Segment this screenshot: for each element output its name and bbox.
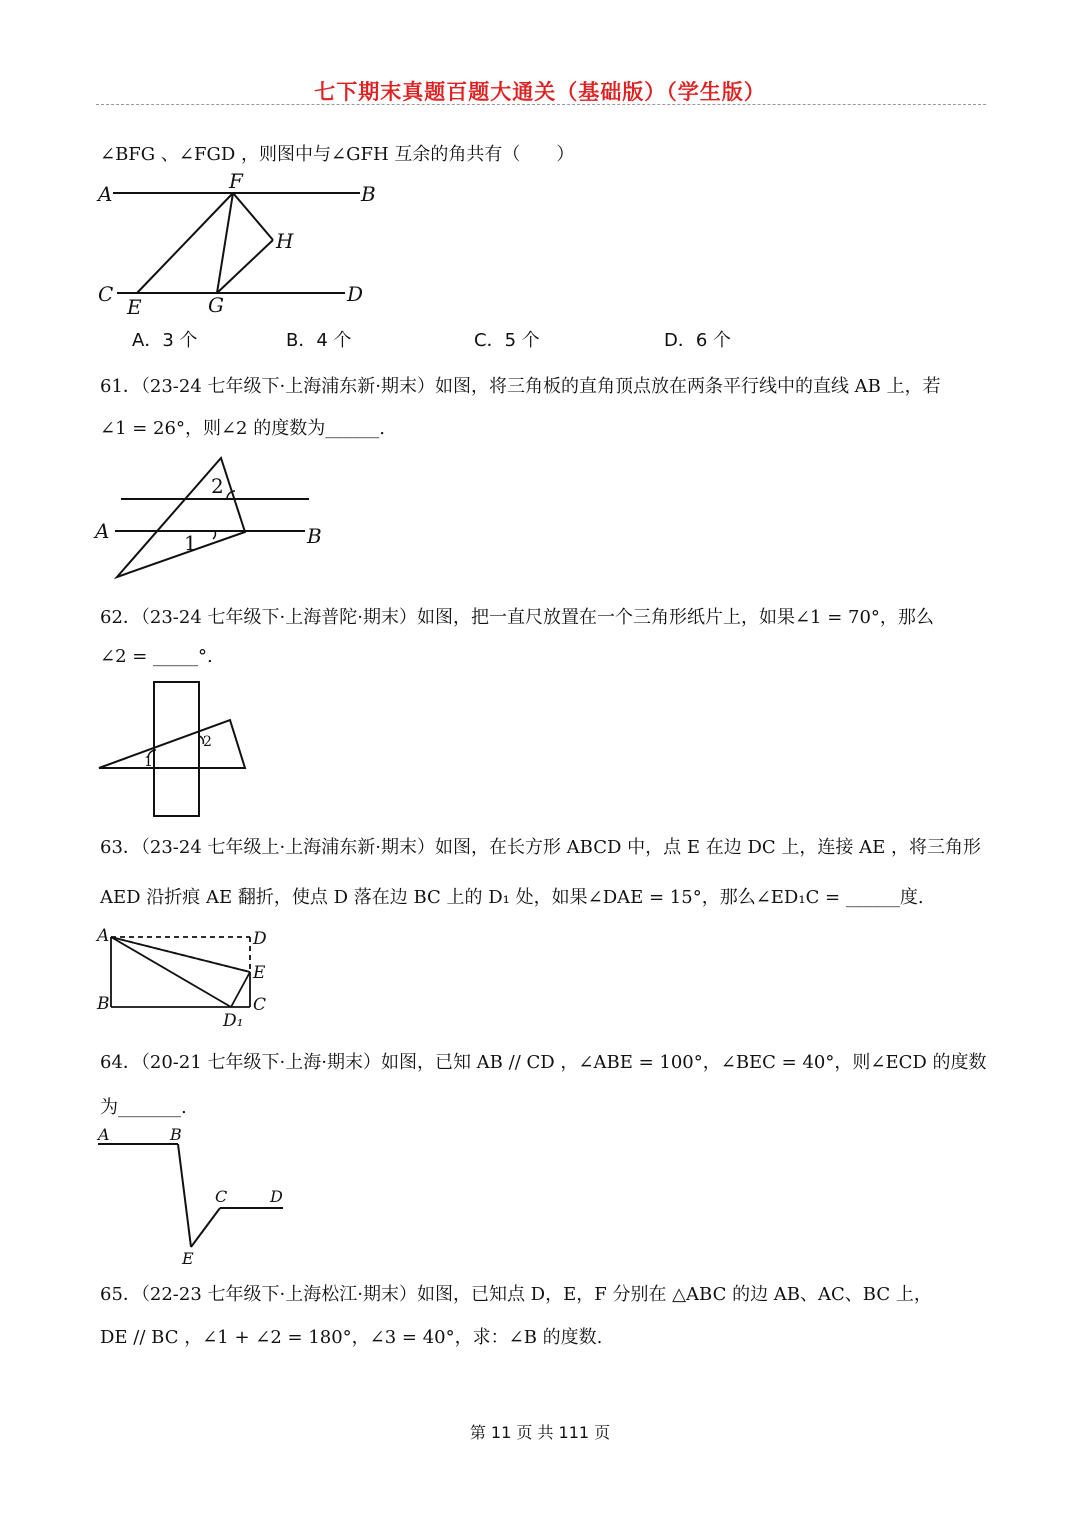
q60-options <box>132 326 832 350</box>
q64-line-1: 64．（20-21 七年级下·上海·期末）如图，已知 AB // CD ，∠ABE = 100°，∠BEC = 40°，则∠ECD 的度数 <box>100 1052 987 1073</box>
q60-label-b: B <box>361 182 376 206</box>
q60-label-g: G <box>208 293 224 317</box>
q61-line-1: 61．（23-24 七年级下·上海浦东新·期末）如图，将三角板的直角顶点放在两条平行线中的直线 AB 上，若 <box>100 376 941 397</box>
q60-stem: ∠BFG 、∠FGD ，则图中与∠GFH 互余的角共有（ ） <box>100 144 575 165</box>
q63-label-a: A <box>97 926 110 946</box>
q62-line-1: 62．（23-24 七年级下·上海普陀·期末）如图，把一直尺放置在一个三角形纸片上，如果∠1 = 70°，那么 <box>100 607 934 628</box>
q61-line-2: ∠1 = 26°，则∠2 的度数为______. <box>100 418 385 439</box>
q60-label-e: E <box>127 295 142 319</box>
page-header-title: 七下期末真题百题大通关（基础版）（学生版） <box>314 80 766 104</box>
q61-label-angle-2: 2 <box>211 474 224 498</box>
q60-label-h: H <box>276 229 294 253</box>
q63-line-1: 63．（23-24 七年级上·上海浦东新·期末）如图，在长方形 ABCD 中，点 E 在边 DC 上，连接 AE ，将三角形 <box>100 837 981 858</box>
q63-label-e: E <box>253 963 266 983</box>
q64-label-d: D <box>270 1187 283 1206</box>
q61-label-b: B <box>307 524 322 548</box>
header-divider <box>96 104 986 105</box>
q61-figure <box>95 455 335 585</box>
q63-label-d: D <box>253 929 267 949</box>
q64-label-e: E <box>182 1249 194 1268</box>
q60-label-c: C <box>98 282 114 306</box>
q62-label-angle-2: 2 <box>203 734 212 750</box>
q60-option-d[interactable]: D．6 个 <box>664 330 732 351</box>
q60-label-f: F <box>229 169 243 193</box>
q61-label-a: A <box>95 519 110 543</box>
q61-label-angle-1: 1 <box>184 531 197 555</box>
q65-line-2: DE // BC ，∠1 + ∠2 = 180°，∠3 = 40°，求：∠B 的度数. <box>100 1327 603 1348</box>
q60-label-a: A <box>98 182 113 206</box>
q62-line-2: ∠2 = _____°. <box>100 646 213 667</box>
q60-option-c[interactable]: C．5 个 <box>474 330 540 351</box>
q64-label-a: A <box>98 1125 110 1144</box>
q62-label-angle-1: 1 <box>144 754 153 770</box>
q65-line-1: 65．（22-23 七年级下·上海松江·期末）如图，已知点 D，E，F 分别在 △ABC 的边 AB、AC、BC 上， <box>100 1284 932 1305</box>
q60-option-b[interactable]: B．4 个 <box>286 330 352 351</box>
q63-line-2: AED 沿折痕 AE 翻折，使点 D 落在边 BC 上的 D₁ 处，如果∠DAE = 15°，那么∠ED₁C = ______度. <box>100 887 924 908</box>
q62-figure <box>95 678 255 820</box>
q63-label-b: B <box>97 994 110 1014</box>
q60-label-d: D <box>347 282 364 306</box>
q60-figure <box>95 170 385 320</box>
q63-figure <box>95 925 275 1030</box>
page-footer: 第 11 页 共 111 页 <box>469 1423 611 1442</box>
q63-label-c: C <box>253 995 267 1015</box>
q64-label-c: C <box>215 1187 228 1206</box>
q64-figure <box>95 1125 295 1275</box>
q64-label-b: B <box>170 1125 182 1144</box>
q60-option-a[interactable]: A．3 个 <box>132 330 198 351</box>
q63-label-d1: D₁ <box>223 1011 244 1031</box>
q64-line-2: 为_______. <box>100 1097 187 1118</box>
